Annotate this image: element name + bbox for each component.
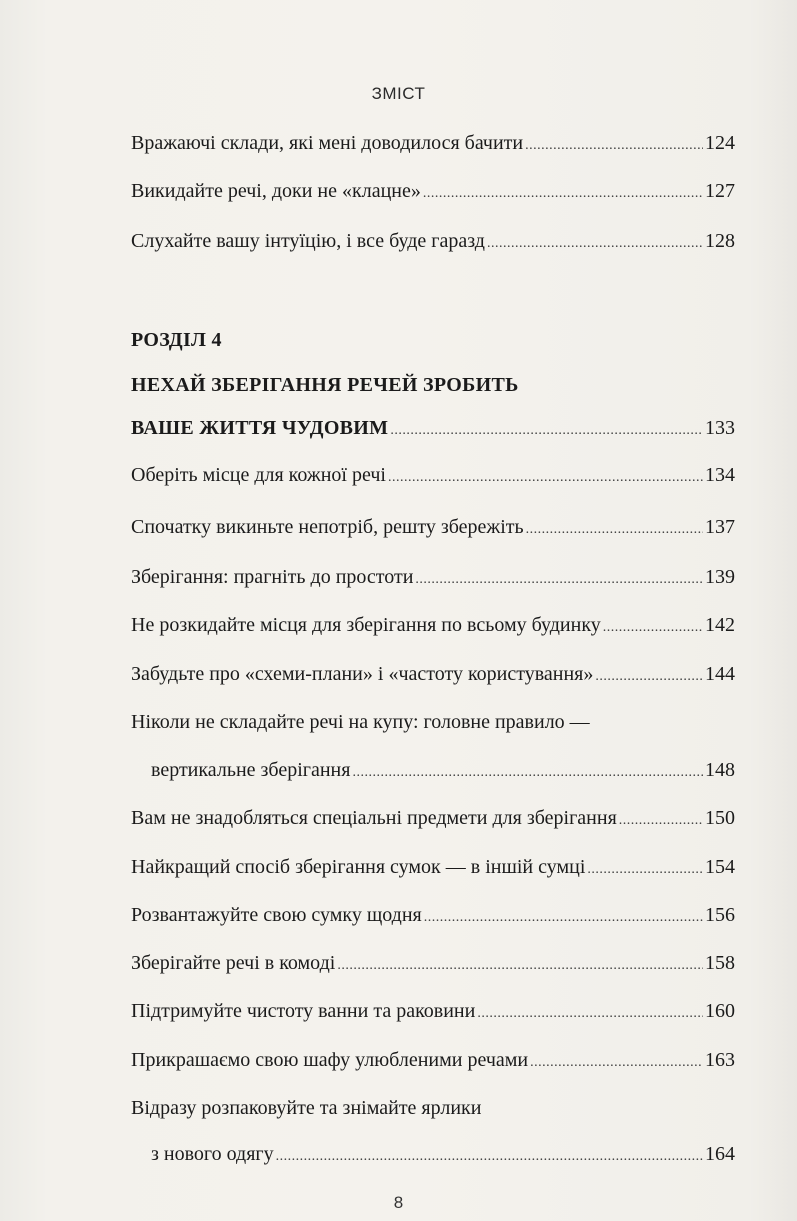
running-header: ЗМІСТ	[371, 84, 426, 103]
chapter-title-entry	[131, 415, 735, 444]
toc-entry-title: Зберігання: прагніть до простоти	[131, 566, 414, 588]
toc-entry-page: 156	[705, 904, 735, 926]
toc-entry	[151, 1141, 735, 1170]
toc-entry-title: Викидайте речі, доки не «клацне»	[131, 180, 421, 202]
toc-entry-page: 148	[705, 759, 735, 781]
toc-entry-title: Спочатку викиньте непотріб, решту збережіть	[131, 516, 524, 538]
toc-entry	[131, 950, 735, 979]
toc-entry	[131, 1047, 735, 1076]
toc-leader	[415, 567, 703, 593]
toc-entry	[151, 757, 735, 786]
toc-entry-title: Оберіть місце для кожної речі	[131, 464, 386, 486]
toc-entry-title: Вам не знадобляться спеціальні предмети для зберігання	[131, 807, 617, 829]
toc-entry-page: 160	[705, 1000, 735, 1022]
toc-entry	[131, 661, 735, 690]
toc-entry-title: Найкращий спосіб зберігання сумок — в іншій сумці	[131, 856, 586, 878]
toc-entry-title-line1: Відразу розпаковуйте та знімайте ярлики	[131, 1097, 482, 1119]
toc-entry-page: 163	[705, 1049, 735, 1071]
toc-entry-title: Не розкидайте місця для зберігання по всьому будинку	[131, 614, 601, 636]
toc-leader	[619, 808, 703, 834]
toc-leader	[337, 953, 703, 979]
toc-entry	[131, 612, 735, 641]
chapter-label: РОЗДІЛ 4	[131, 329, 222, 351]
toc-entry	[131, 228, 735, 257]
toc-leader	[276, 1144, 703, 1170]
toc-leader	[525, 133, 703, 159]
chapter-title-line2: ВАШЕ ЖИТТЯ ЧУДОВИМ	[131, 417, 389, 439]
toc-entry-page: 137	[705, 516, 735, 538]
toc-entry-page: 127	[705, 180, 735, 202]
toc-leader	[390, 418, 703, 444]
toc-entry-page: 134	[705, 464, 735, 486]
toc-leader	[603, 615, 703, 641]
toc-entry-title: Слухайте вашу інтуїцію, і все буде гаразд	[131, 230, 485, 252]
toc-entry	[131, 902, 735, 931]
toc-entry-page: 142	[705, 614, 735, 636]
toc-leader	[487, 231, 703, 257]
toc-entry	[131, 178, 735, 207]
toc-entry-page: 154	[705, 856, 735, 878]
toc-leader	[352, 760, 703, 786]
toc-entry	[131, 462, 735, 491]
toc-entry	[131, 130, 735, 159]
toc-entry	[131, 514, 735, 543]
toc-leader	[388, 465, 703, 491]
toc-entry-title: Розвантажуйте свою сумку щодня	[131, 904, 422, 926]
toc-entry-page: 144	[705, 663, 735, 685]
toc-leader	[587, 857, 703, 883]
toc-entry-title: Вражаючі склади, які мені доводилося бачити	[131, 132, 524, 154]
toc-entry-page: 124	[705, 132, 735, 154]
page-number: 8	[393, 1193, 404, 1212]
toc-entry-title: Підтримуйте чистоту ванни та раковини	[131, 1000, 476, 1022]
toc-leader	[526, 517, 703, 543]
toc-entry	[131, 854, 735, 883]
toc-entry-page: 128	[705, 230, 735, 252]
toc-entry-title: Прикрашаємо свою шафу улюбленими речами	[131, 1049, 529, 1071]
toc-entry-page: 150	[705, 807, 735, 829]
toc-entry	[131, 805, 735, 834]
toc-entry-title: Забудьте про «схеми-плани» і «частоту користування»	[131, 663, 594, 685]
chapter-page: 133	[705, 417, 735, 439]
toc-entry	[131, 998, 735, 1027]
toc-leader	[424, 905, 703, 931]
toc-entry-title-line1: Ніколи не складайте речі на купу: головне правило —	[131, 711, 590, 733]
toc-entry-title: Зберігайте речі в комоді	[131, 952, 336, 974]
toc-leader	[477, 1001, 703, 1027]
toc-leader	[595, 664, 703, 690]
toc-entry-title-line2: вертикальне зберігання	[151, 759, 351, 781]
toc-entry-title-line2: з нового одягу	[151, 1143, 274, 1165]
toc-leader	[530, 1050, 703, 1076]
toc-entry-page: 158	[705, 952, 735, 974]
toc-leader	[423, 181, 703, 207]
toc-entry-page: 164	[705, 1143, 735, 1165]
chapter-title-line1: НЕХАЙ ЗБЕРІГАННЯ РЕЧЕЙ ЗРОБИТЬ	[131, 374, 519, 396]
toc-entry-page: 139	[705, 566, 735, 588]
toc-entry	[131, 564, 735, 593]
